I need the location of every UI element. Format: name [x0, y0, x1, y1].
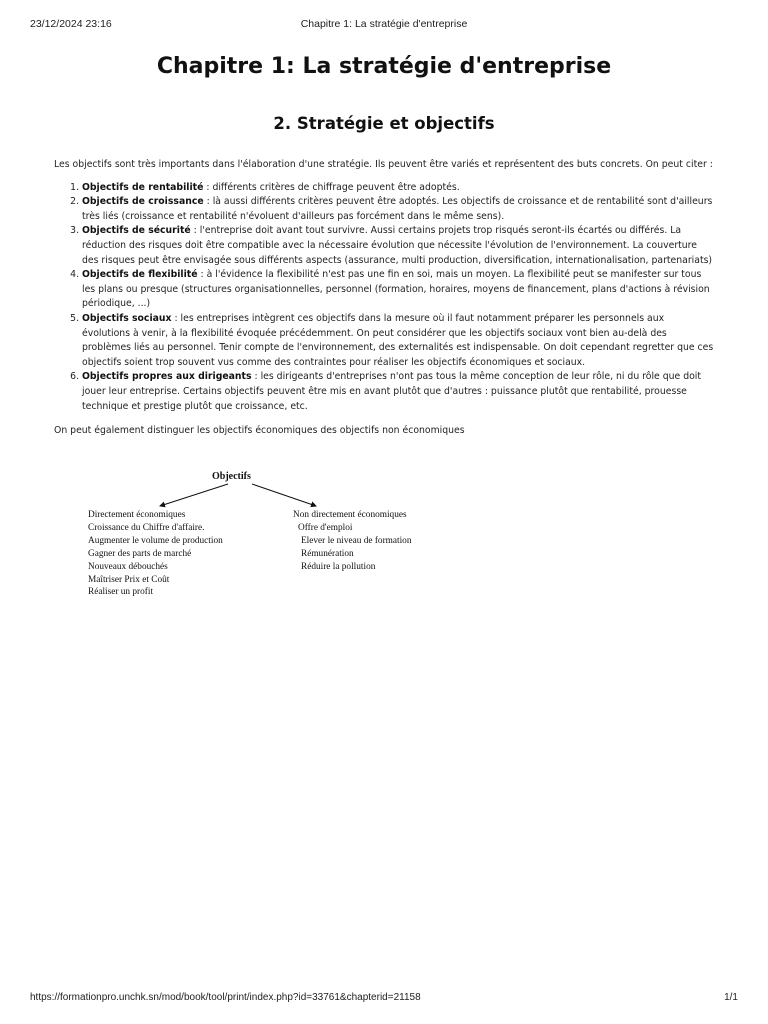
chapter-title: Chapitre 1: La stratégie d'entreprise: [156, 54, 612, 79]
list-item: Elever le niveau de formation: [301, 535, 412, 546]
arrow-right: [252, 484, 316, 506]
list-item: [82, 195, 714, 224]
objective-term: Objectifs de sécurité: [82, 225, 191, 237]
list-item: [82, 370, 714, 414]
right-heading: Non directement économiques: [293, 510, 407, 520]
list-item: Rémunération: [301, 548, 354, 559]
page-url: https://formationpro.unchk.sn/mod/book/tool/print/index.php?id=33761&chapterid=21158: [30, 992, 421, 1003]
objective-term: Objectifs sociaux: [82, 312, 172, 324]
diagram-left-column: [88, 509, 223, 599]
objective-text: : différents critères de chiffrage peuvent être adoptés.: [203, 181, 460, 193]
print-document-title: Chapitre 1: La stratégie d'entreprise: [300, 18, 468, 30]
section-title: 2. Stratégie et objectifs: [273, 114, 495, 133]
diagram-right-column: [293, 509, 411, 574]
objective-text: : les entreprises intègrent ces objectifs dans la mesure où il faut notamment préparer les personnels aux évolutions à venir, à la flexibilité évoquée précédemment. On peut considérer que les objectifs sociaux vont bien au-delà des problèmes liés au personnel. Tenir compte de l'environnement, des externalités est indispensable. On doit cependant regretter que ces objectifs soient trop souvent vus comme des contraintes pour réaliser les objectifs économiques et sociaux.: [82, 312, 714, 368]
objective-term: Objectifs de flexibilité: [82, 269, 198, 281]
print-header: [30, 18, 738, 32]
objectives-list: [54, 181, 714, 415]
list-item: [82, 224, 714, 268]
objective-text: : les dirigeants d'entreprises n'ont pas tous la même conception de leur rôle, ni du rôle que doit jouer leur entreprise. Certains objectifs peuvent être mis en avant plutôt que d'autres : puissance plutôt que rentabilité, prouesse technique et prestige plutôt que croissance, etc.: [82, 371, 702, 412]
left-heading: Directement économiques: [88, 510, 186, 520]
objective-term: Objectifs de croissance: [82, 196, 204, 208]
list-item: Gagner des parts de marché: [88, 548, 192, 559]
list-item: [82, 181, 714, 196]
objective-text: : à l'évidence la flexibilité n'est pas une fin en soi, mais un moyen. La flexibilité peut se manifester sur tous les plans ou presque (structures organisationnelles, personnel (formation, horaires, moyens de financement, plans d'actions à révision périodique, ...): [82, 269, 710, 310]
objective-text: : là aussi différents critères peuvent être adoptés. Les objectifs de croissance et de rentabilité sont d'ailleurs très liés (croissance et rentabilité n'évoluent d'ailleurs pas forcément dans le même sens).: [82, 196, 713, 222]
print-datetime: 23/12/2024 23:16: [30, 18, 112, 30]
list-item: Nouveaux débouchés: [88, 561, 168, 572]
list-item: [82, 312, 714, 370]
arrow-left: [160, 484, 228, 506]
list-item: Maîtriser Prix et Coût: [88, 574, 170, 585]
diagram-root-label: Objectifs: [212, 471, 251, 482]
page-content: [54, 52, 714, 439]
distinction-paragraph: On peut également distinguer les objectifs économiques des objectifs non économiques: [54, 425, 465, 437]
page-number: 1/1: [724, 992, 738, 1003]
list-item: Réaliser un profit: [88, 587, 154, 598]
list-item: Réduire la pollution: [301, 561, 376, 572]
objective-term: Objectifs propres aux dirigeants: [82, 371, 252, 383]
objective-term: Objectifs de rentabilité: [82, 181, 204, 193]
list-item: Croissance du Chiffre d'affaire.: [88, 522, 205, 533]
list-item: Augmenter le volume de production: [88, 535, 223, 546]
print-footer: [30, 992, 738, 1006]
list-item: [82, 268, 714, 312]
list-item: Offre d'emploi: [298, 522, 353, 533]
objective-text: : l'entreprise doit avant tout survivre. Aussi certains projets trop risqués seront-ils écartés ou différés. La réduction des risques doit être compatible avec la nécessaire évolution que nécessite l'évolution de l'environnement. La couverture des risques peut être envisagée sous différents aspects (assurance, multi production, diversification, internationalisation, partenariats): [82, 225, 713, 266]
objectives-diagram: [82, 462, 422, 604]
intro-paragraph: Les objectifs sont très importants dans l'élaboration d'une stratégie. Ils peuvent être variés et représentent des buts concrets. On peut citer :: [54, 159, 713, 170]
